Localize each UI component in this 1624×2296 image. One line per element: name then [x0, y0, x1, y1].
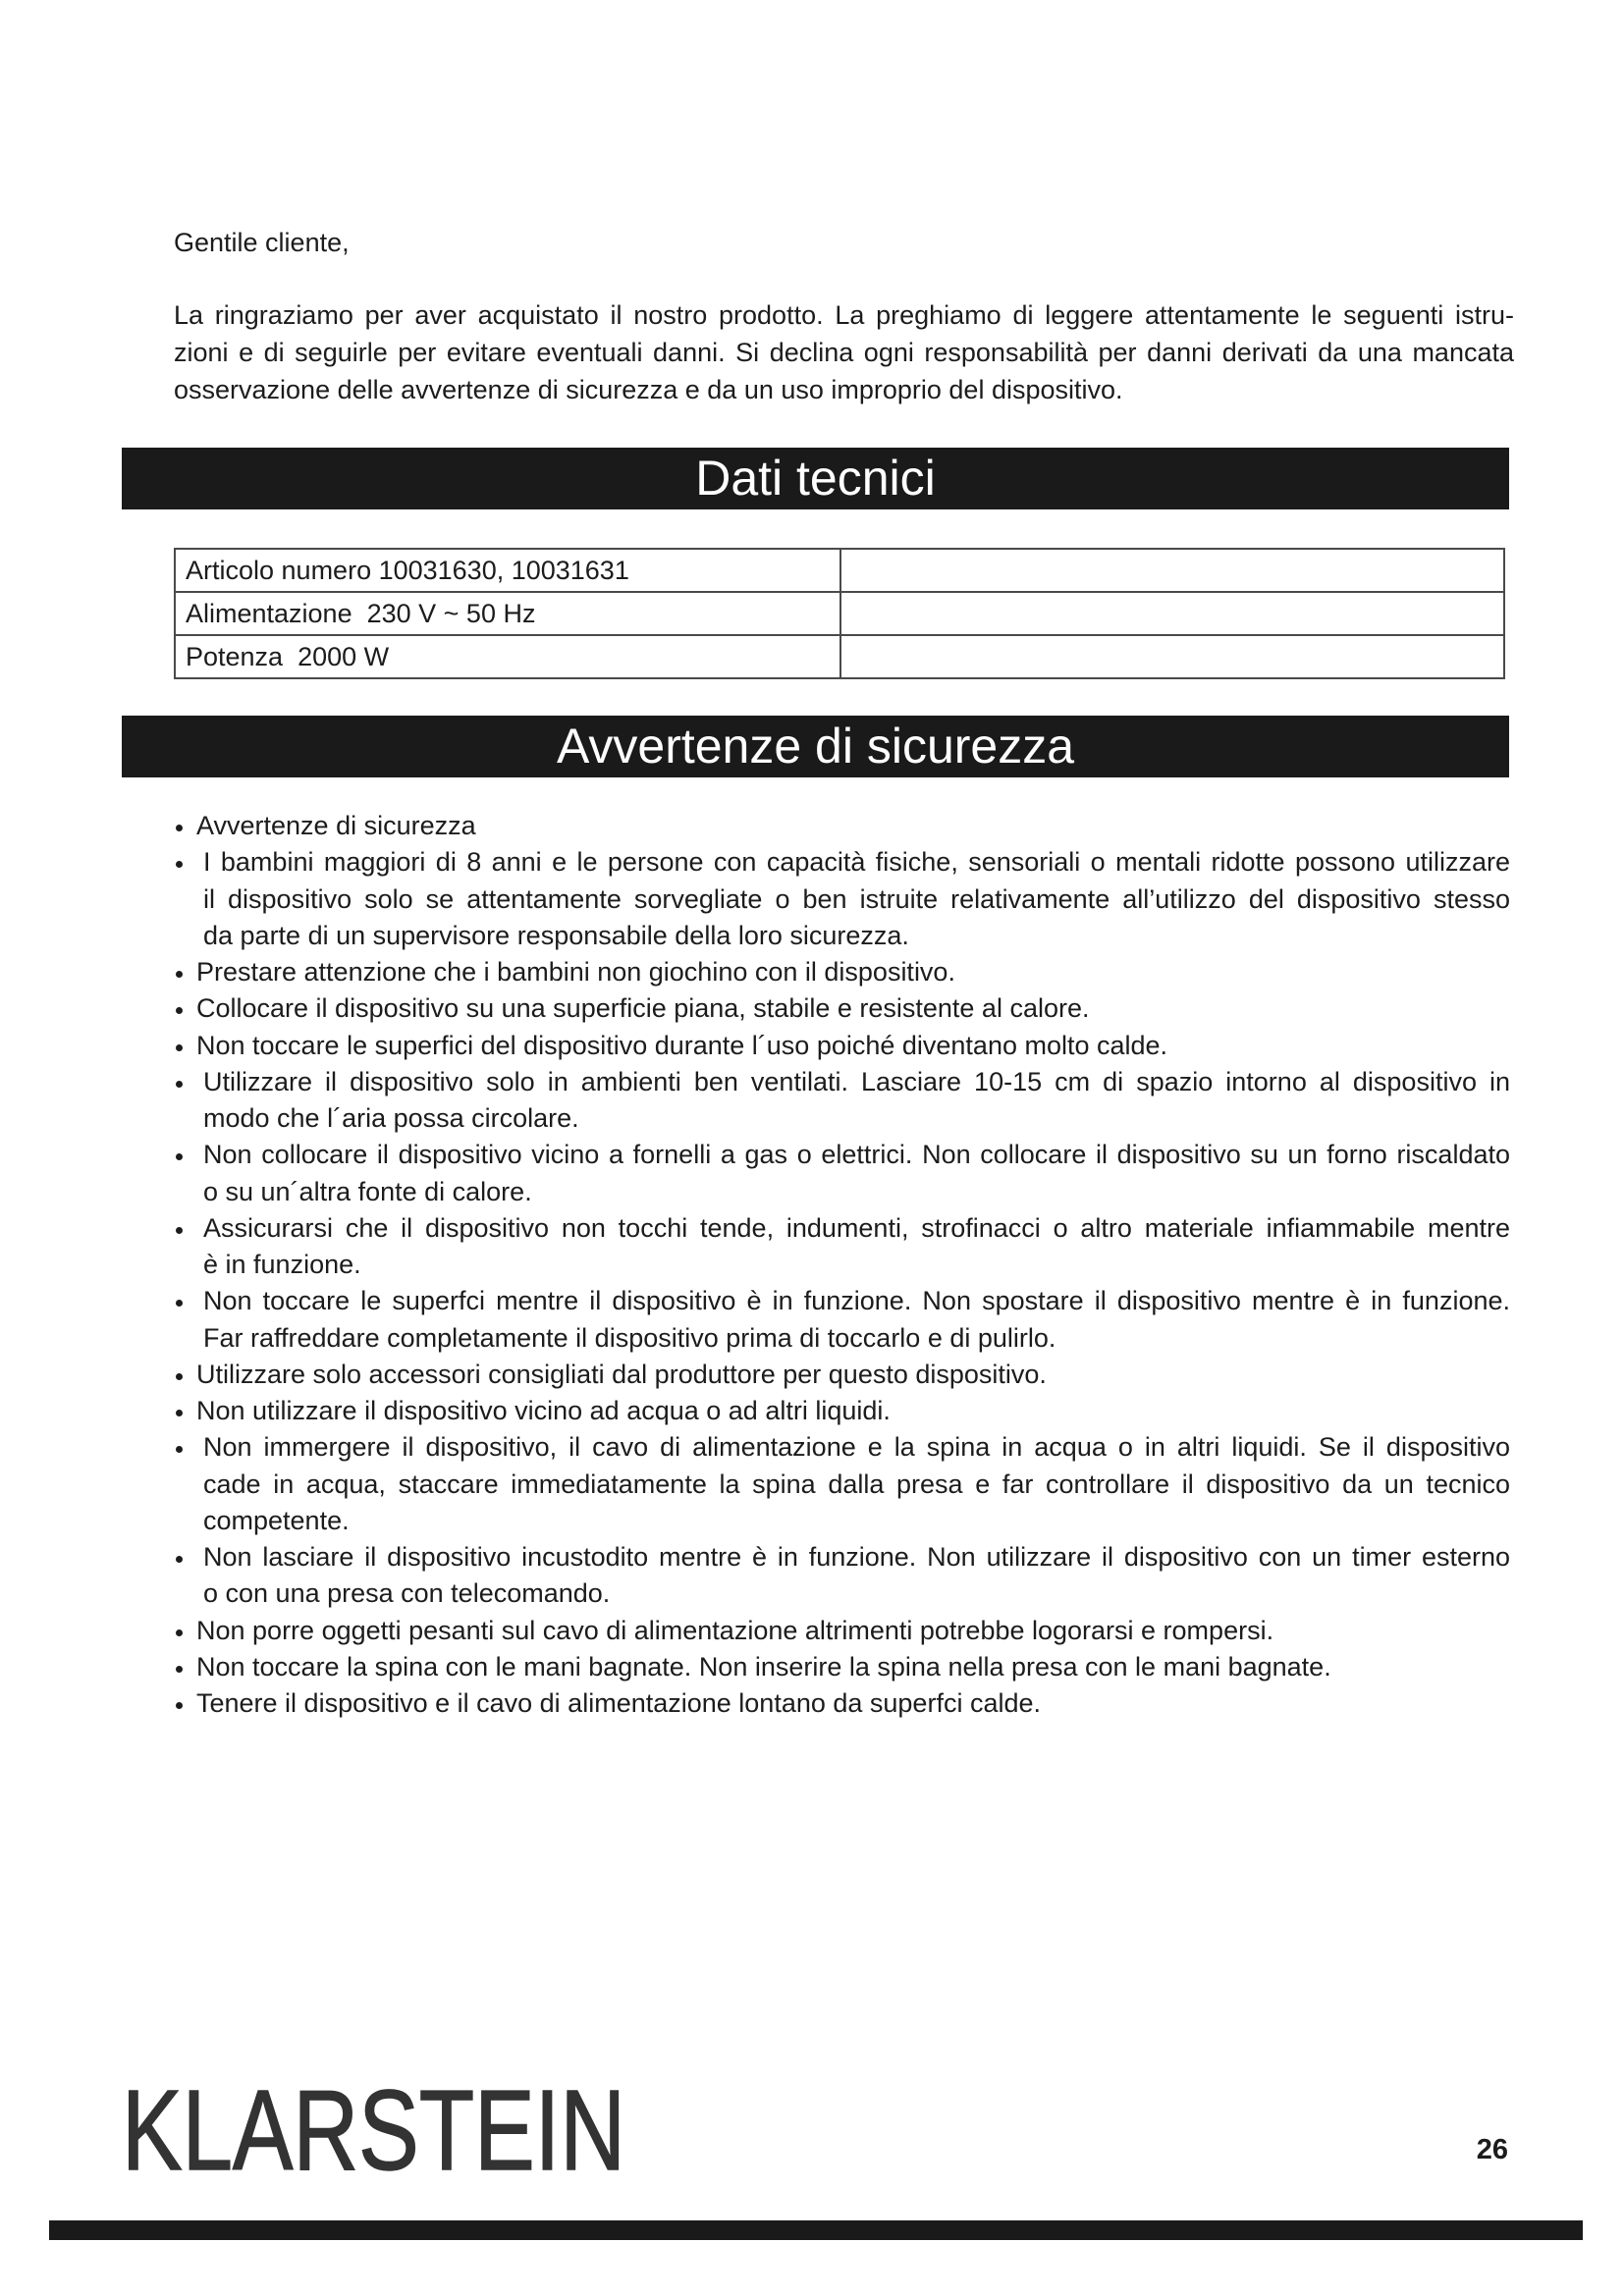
list-item [0, 954, 1510, 990]
list-item [0, 1649, 1510, 1685]
list-item-line: Non porre oggetti pesanti sul cavo di alimentazione altrimenti potrebbe logorarsi e rompersi. [196, 1615, 1274, 1645]
list-item-line: Prestare attenzione che i bambini non giochino con il dispositivo. [196, 957, 955, 987]
list-item [0, 1613, 1510, 1649]
bullet-icon [176, 971, 183, 978]
list-item-line: Non immergere il dispositivo, il cavo di alimentazione e la spina in acqua o in altri liquidi. Se il dispositivo [203, 1432, 1510, 1463]
bullet-icon [176, 1702, 183, 1709]
list-item [0, 1283, 1510, 1357]
spec-cell: Articolo numero 10031630, 10031631 [175, 549, 840, 592]
intro-paragraph [174, 296, 1514, 408]
footer-rule [49, 2220, 1583, 2240]
spec-value-cell [840, 592, 1504, 635]
list-item-line: o con una presa con telecomando. [203, 1578, 611, 1609]
list-item [0, 1210, 1510, 1284]
section-header-specs: Dati tecnici [122, 448, 1509, 509]
table-row [175, 549, 1504, 592]
list-item [0, 1357, 1510, 1393]
list-item [0, 1137, 1510, 1210]
bullet-icon [176, 1556, 183, 1563]
list-item [0, 990, 1510, 1027]
list-item-line: I bambini maggiori di 8 anni e le persone con capacità fisiche, sensoriali o mentali ridotte possono utilizzare [203, 847, 1510, 878]
list-item-line: Non utilizzare il dispositivo vicino ad acqua o ad altri liquidi. [196, 1396, 891, 1425]
bullet-icon [176, 1081, 183, 1088]
bullet-icon [176, 1446, 183, 1453]
bullet-icon [176, 1044, 183, 1051]
list-item-line: cade in acqua, staccare immediatamente la spina dalla presa e far controllare il dispositivo da un tecnico [203, 1468, 1510, 1499]
list-item [0, 1393, 1510, 1429]
bullet-icon [176, 1300, 183, 1307]
bullet-icon [176, 1227, 183, 1234]
list-item [0, 1429, 1510, 1539]
bullet-icon [176, 1373, 183, 1380]
bullet-icon [176, 1629, 183, 1636]
list-item-line: Non toccare le superfici del dispositivo durante l´uso poiché diventano molto calde. [196, 1030, 1168, 1060]
safety-list [0, 808, 1510, 1722]
bullet-icon [176, 1666, 183, 1673]
section-header-safety: Avvertenze di sicurezza [122, 716, 1509, 777]
list-item-line: competente. [203, 1505, 350, 1535]
list-item-line: Collocare il dispositivo su una superficie piana, stabile e resistente al calore. [196, 993, 1090, 1024]
list-item-line: o su un´altra fonte di calore. [203, 1176, 532, 1206]
list-item [0, 808, 1510, 844]
list-item-line: Non lasciare il dispositivo incustodito mentre è in funzione. Non utilizzare il dispositivo con un timer esterno [203, 1542, 1510, 1572]
specs-table [174, 548, 1505, 679]
list-item [0, 844, 1510, 954]
brand-logo-text: KLARSTEIN [122, 2066, 625, 2194]
bullet-icon [176, 1007, 183, 1014]
table-row [175, 592, 1504, 635]
bullet-icon [176, 1153, 183, 1160]
list-item-line: Non collocare il dispositivo vicino a fornelli a gas o elettrici. Non collocare il dispositivo su un forno riscaldato [203, 1140, 1510, 1170]
list-item-line: Assicurarsi che il dispositivo non tocchi tende, indumenti, strofinacci o altro materiale infiammabile mentre [203, 1212, 1510, 1243]
list-item-line: Non toccare la spina con le mani bagnate. Non inserire la spina nella presa con le mani bagnate. [196, 1651, 1331, 1682]
list-item-line: da parte di un supervisore responsabile della loro sicurezza. [203, 920, 909, 950]
page-number: 26 [1476, 2134, 1508, 2165]
spec-value-cell [840, 549, 1504, 592]
intro-line: La ringraziamo per aver acquistato il nostro prodotto. La preghiamo di leggere attentamente le seguenti istru- [174, 300, 1514, 330]
intro-line: osservazione delle avvertenze di sicurezza e da un uso improprio del dispositivo. [174, 375, 1123, 404]
bullet-icon [176, 1410, 183, 1416]
list-item [0, 1539, 1510, 1613]
list-item [0, 1685, 1510, 1722]
list-item-line: Far raffreddare completamente il dispositivo prima di toccarlo e di pulirlo. [203, 1322, 1056, 1353]
list-item-line: Utilizzare solo accessori consigliati dal produttore per questo dispositivo. [196, 1359, 1047, 1389]
brand-logo [122, 2066, 642, 2194]
greeting: Gentile cliente, [174, 228, 350, 257]
bullet-icon [176, 825, 183, 831]
list-item-line: Non toccare le superfci mentre il dispositivo è in funzione. Non spostare il dispositivo mentre è in funzione. [203, 1286, 1510, 1316]
spec-value-cell [840, 635, 1504, 678]
list-item-line: Utilizzare il dispositivo solo in ambienti ben ventilati. Lasciare 10-15 cm di spazio intorno al dispositivo in [203, 1066, 1510, 1096]
spec-cell: Potenza 2000 W [175, 635, 840, 678]
list-item-line: il dispositivo solo se attentamente sorvegliate o ben istruite relativamente all’utilizzo del dispositivo stesso [203, 883, 1510, 914]
bullet-icon [176, 861, 183, 868]
list-item [0, 1064, 1510, 1138]
spec-cell: Alimentazione 230 V ~ 50 Hz [175, 592, 840, 635]
list-item-line: modo che l´aria possa circolare. [203, 1103, 579, 1133]
list-item-line: è in funzione. [203, 1250, 361, 1279]
list-item [0, 1028, 1510, 1064]
intro-line: zioni e di seguirle per evitare eventuali danni. Si declina ogni responsabilità per danni derivati da una mancata [174, 338, 1514, 367]
table-row [175, 635, 1504, 678]
list-item-line: Tenere il dispositivo e il cavo di alimentazione lontano da superfci calde. [196, 1688, 1041, 1718]
list-item-line: Avvertenze di sicurezza [196, 811, 476, 840]
